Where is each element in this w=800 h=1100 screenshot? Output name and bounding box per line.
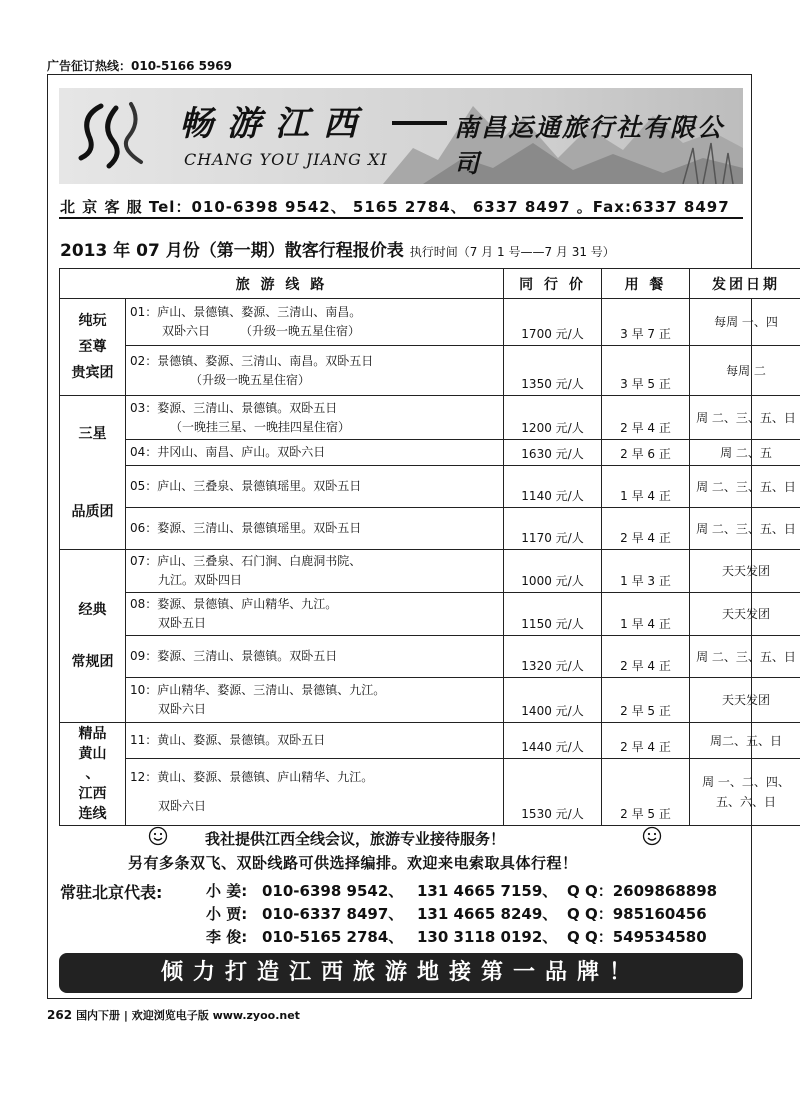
route-cell: 02：景德镇、婺源、三清山、南昌。双卧五日 （升级一晚五星住宿） [126, 346, 504, 396]
price-cell: 1320 元/人 [504, 636, 602, 678]
table-row [60, 440, 800, 466]
price-cell: 1200 元/人 [504, 396, 602, 440]
route-cell: 05：庐山、三叠泉、景德镇瑶里。双卧五日 [126, 466, 504, 508]
rep-phone: 010-5165 2784、 [262, 928, 404, 946]
price-cell: 1700 元/人 [504, 299, 602, 346]
header-route: 旅 游 线 路 [60, 269, 504, 299]
table-row [60, 299, 800, 346]
page-footer [47, 1007, 300, 1023]
route-cell: 12：黄山、婺源、景德镇、庐山精华、九江。 双卧六日 [126, 759, 504, 826]
meal-cell: 2 早 4 正 [602, 723, 690, 759]
route-cell: 11：黄山、婺源、景德镇。双卧五日 [126, 723, 504, 759]
smiley-icon [642, 826, 662, 846]
exec-time: 执行时间（7 月 1 号——7 月 31 号） [409, 245, 615, 259]
dates-cell: 天天发团 [690, 678, 800, 723]
meal-cell: 2 早 6 正 [602, 440, 690, 466]
table-row [60, 759, 800, 826]
price-cell: 1630 元/人 [504, 440, 602, 466]
rep-phone: 010-6337 8497、 [262, 905, 404, 923]
meal-cell: 1 早 4 正 [602, 466, 690, 508]
rep-mobile: 131 4665 8249、 [417, 905, 558, 923]
table-row [60, 466, 800, 508]
title-text: 2013 年 07 月份（第一期）散客行程报价表 [60, 241, 404, 261]
dates-cell: 周二、五、日 [690, 723, 800, 759]
route-cell: 01：庐山、景德镇、婺源、三清山、南昌。 双卧六日 （升级一晚五星住宿） [126, 299, 504, 346]
slogan-banner: 倾力打造江西旅游地接第一品牌！ [59, 953, 743, 993]
customer-service-line: 北 京 客 服 Tel：010-6398 9542、 5165 2784、 6337 8497 。Fax:6337 8497 [60, 198, 730, 216]
rep-name: 小 姜: [206, 882, 248, 900]
rep-qq: Q Q：549534580 [567, 928, 707, 946]
price-cell: 1000 元/人 [504, 550, 602, 593]
table-row [60, 346, 800, 396]
price-table [59, 268, 800, 826]
dates-cell: 周 二、三、五、日 [690, 396, 800, 440]
table-row [60, 723, 800, 759]
meal-cell: 3 早 7 正 [602, 299, 690, 346]
table-row [60, 593, 800, 636]
table-row [60, 396, 800, 440]
meal-cell: 2 早 4 正 [602, 508, 690, 550]
brand-name-en: CHANG YOU JIANG XI [184, 150, 388, 169]
meal-cell: 2 早 4 正 [602, 636, 690, 678]
agency-logo-icon [71, 96, 161, 176]
company-name: 南昌运通旅行社有限公司 [454, 113, 725, 178]
rep-name: 小 贾: [206, 905, 248, 923]
price-cell: 1440 元/人 [504, 723, 602, 759]
promo-line-1: 我社提供江西全线会议，旅游专业接待服务！ [205, 830, 506, 848]
price-cell: 1350 元/人 [504, 346, 602, 396]
meal-cell: 1 早 3 正 [602, 550, 690, 593]
price-list-title [60, 236, 615, 261]
dates-cell: 周 二、三、五、日 [690, 636, 800, 678]
footer-text: 国内下册 | 欢迎浏览电子版 www.zyoo.net [76, 1009, 300, 1022]
dates-cell: 天天发团 [690, 593, 800, 636]
dates-cell: 每周 一、四 [690, 299, 800, 346]
price-cell: 1140 元/人 [504, 466, 602, 508]
rep-phone: 010-6398 9542、 [262, 882, 404, 900]
rep-line [206, 903, 707, 924]
dates-cell: 周 一、二、四、五、六、日 [690, 759, 800, 826]
route-cell: 04：井冈山、南昌、庐山。双卧六日 [126, 440, 504, 466]
rep-qq: Q Q：2609868898 [567, 882, 718, 900]
dates-cell: 每周 二 [690, 346, 800, 396]
rep-line [206, 880, 717, 901]
smiley-icon [148, 826, 168, 846]
route-cell: 09：婺源、三清山、景德镇。双卧五日 [126, 636, 504, 678]
price-cell: 1400 元/人 [504, 678, 602, 723]
meal-cell: 3 早 5 正 [602, 346, 690, 396]
meal-cell: 2 早 4 正 [602, 396, 690, 440]
brand-name-cn: 畅游江西 [179, 104, 371, 144]
meal-cell: 2 早 5 正 [602, 759, 690, 826]
route-cell: 06：婺源、三清山、景德镇瑶里。双卧五日 [126, 508, 504, 550]
table-header-row [60, 269, 800, 299]
ad-hotline: 广告征订热线：010-5166 5969 [47, 59, 233, 73]
table-row [60, 678, 800, 723]
rep-line [206, 926, 707, 947]
rep-mobile: 131 4665 7159、 [417, 882, 558, 900]
group-label: 经典 常规团 [60, 550, 126, 723]
route-cell: 03：婺源、三清山、景德镇。双卧五日 （一晚挂三星、一晚挂四星住宿） [126, 396, 504, 440]
dates-cell: 周 二、三、五、日 [690, 508, 800, 550]
price-cell: 1530 元/人 [504, 759, 602, 826]
route-cell: 07：庐山、三叠泉、石门涧、白鹿洞书院、 九江。双卧四日 [126, 550, 504, 593]
route-cell: 08：婺源、景德镇、庐山精华、九江。 双卧五日 [126, 593, 504, 636]
table-row [60, 550, 800, 593]
rep-qq: Q Q：985160456 [567, 905, 707, 923]
group-label: 精品 黄山 、 江西 连线 [60, 723, 126, 826]
promo-line-2: 另有多条双飞、双卧线路可供选择编排。欢迎来电索取具体行程！ [128, 854, 578, 872]
group-label: 纯玩 至尊 贵宾团 [60, 299, 126, 396]
rep-mobile: 130 3118 0192、 [417, 928, 558, 946]
route-cell: 10：庐山精华、婺源、三清山、景德镇、九江。 双卧六日 [126, 678, 504, 723]
rep-name: 李 俊: [206, 928, 248, 946]
header-price: 同 行 价 [504, 269, 602, 299]
meal-cell: 1 早 4 正 [602, 593, 690, 636]
dates-cell: 天天发团 [690, 550, 800, 593]
page-number: 262 [47, 1008, 73, 1022]
table-row [60, 508, 800, 550]
meal-cell: 2 早 5 正 [602, 678, 690, 723]
header-banner [59, 88, 743, 184]
header-meals: 用 餐 [602, 269, 690, 299]
price-cell: 1150 元/人 [504, 593, 602, 636]
table-row [60, 636, 800, 678]
title-dash [392, 121, 447, 125]
dates-cell: 周 二、三、五、日 [690, 466, 800, 508]
header-dates: 发团日期 [690, 269, 800, 299]
group-label: 三星 品质团 [60, 396, 126, 550]
reps-label: 常驻北京代表: [60, 883, 163, 902]
price-cell: 1170 元/人 [504, 508, 602, 550]
divider [59, 217, 743, 219]
dates-cell: 周 二、五 [690, 440, 800, 466]
